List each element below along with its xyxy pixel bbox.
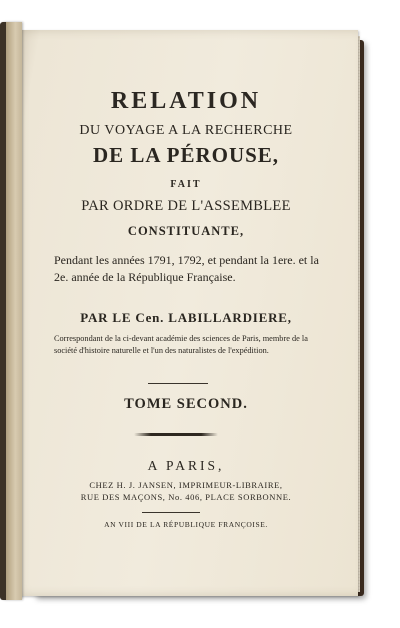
author-description: Correspondant de la ci-devant académie des sciences de Paris, membre de la société d'histoire naturelle et l'un des naturalistes de l'expédition. [54,334,308,355]
spine-shadow [0,22,6,600]
imprint-city: A PARIS, [147,458,225,473]
ornamental-rule [134,433,218,436]
imprint-date: AN VIII DE LA RÉPUBLIQUE FRANÇOISE. [104,520,268,529]
subtitle-line-2: DE LA PÉROUSE, [92,143,280,167]
constituante-line: CONSTITUANTE, [127,224,245,238]
subtitle-line-1: DU VOYAGE A LA RECHERCHE [79,123,293,138]
divider-rule-small [142,512,200,513]
volume-label: TOME SECOND. [124,396,248,412]
imprint-publisher: CHEZ H. J. JANSEN, IMPRIMEUR-LIBRAIRE, [89,480,283,490]
divider-rule [148,383,208,384]
fait-line: FAIT [170,179,202,190]
ordre-line: PAR ORDRE DE L'ASSEMBLEE [81,198,291,214]
imprint-address: RUE DES MAÇONS, No. 406, PLACE SORBONNE. [80,492,292,502]
book-title: RELATION [110,88,262,114]
date-paragraph: Pendant les années 1791, 1792, et pendant la 1ere. et la 2e. année de la République Française. [54,253,319,284]
author-line: PAR LE Cen. LABILLARDIERE, [80,310,292,325]
